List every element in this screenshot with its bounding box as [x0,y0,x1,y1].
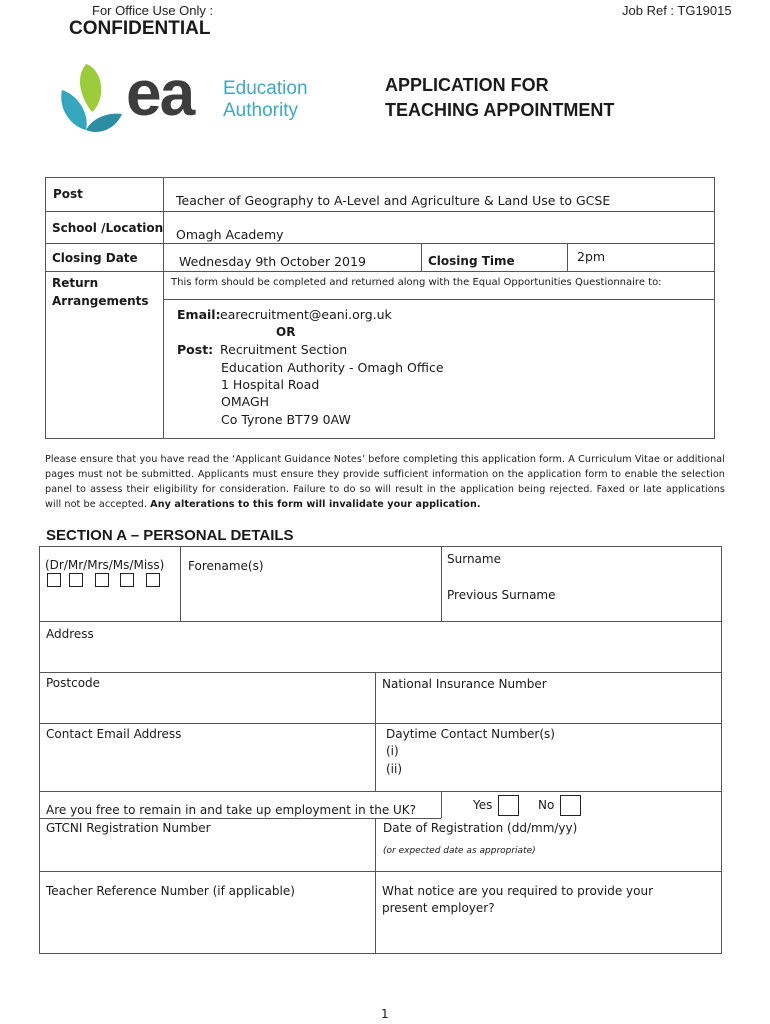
confidential-label: CONFIDENTIAL [69,18,211,39]
postcode-label: Postcode [46,676,101,690]
arrangements-label: Arrangements [52,294,149,308]
section-a-title: SECTION A – PERSONAL DETAILS [46,527,294,544]
forenames-label: Forename(s) [188,559,264,573]
closing-date-label: Closing Date [52,251,138,265]
registration-date-label: Date of Registration (dd/mm/yy) [383,821,578,835]
yes-label: Yes [473,798,493,812]
teacher-reference-label: Teacher Reference Number (if applicable) [46,884,295,898]
daytime-number-i: (i) [386,744,399,758]
title-checkbox-mrs[interactable] [95,573,109,587]
yes-checkbox[interactable] [498,795,519,816]
closing-time-label: Closing Time [428,254,515,268]
address-line-3: 1 Hospital Road [221,377,320,392]
closing-time-value: 2pm [577,249,606,264]
school-label: School /Location [52,221,164,235]
address-line-1: Recruitment Section [220,342,348,357]
title-checkbox-miss[interactable] [146,573,160,587]
notice-period-label-line-1: What notice are you required to provide your [382,884,654,898]
uk-employment-question: Are you free to remain in and take up employment in the UK? [46,803,417,817]
or-label: OR [276,325,296,339]
post-value: Teacher of Geography to A-Level and Agriculture & Land Use to GCSE [176,193,611,208]
ea-mark: ea [126,57,194,129]
logo-line-2: Authority [223,100,298,121]
guidance-notice [45,452,725,512]
title-checkbox-dr[interactable] [47,573,61,587]
post-address-label: Post: [177,342,214,357]
page-number: 1 [381,1007,389,1021]
contact-email-label: Contact Email Address [46,727,182,741]
registration-date-note: (or expected date as appropriate) [383,846,536,856]
return-note: This form should be completed and returned along with the Equal Opportunities Questionnaire to: [171,277,662,288]
no-label: No [538,798,555,812]
ea-leaf-icon [56,60,126,136]
ea-logo [56,57,336,136]
guidance-notice-bold: Any alterations to this form will invalidate your application. [150,499,481,510]
address-label: Address [46,627,94,641]
title-checkbox-ms[interactable] [120,573,134,587]
form-title-line-1: APPLICATION FOR [385,75,549,95]
school-value: Omagh Academy [176,227,284,242]
return-label: Return [52,276,99,290]
no-checkbox[interactable] [560,795,581,816]
ni-number-label: National Insurance Number [382,677,547,691]
guidance-notice-text: Please ensure that you have read the ‘Applicant Guidance Notes’ before completing this application form. A Curriculum Vitae or additional pages must not be submitted. Applicants must ensure they provide sufficient information on the application form to enable the selection panel to assess their eligibility for consideration. Failure to do so will result in the application being rejected. Faxed or late applications will not be accepted. [45,454,725,510]
daytime-number-ii: (ii) [386,762,403,776]
address-line-2: Education Authority - Omagh Office [221,360,444,375]
logo-line-1: Education [223,78,308,99]
gtcni-label: GTCNI Registration Number [46,821,211,835]
closing-date-value: Wednesday 9th October 2019 [179,254,366,269]
office-use-label: For Office Use Only : [92,3,214,18]
address-line-5: Co Tyrone BT79 0AW [221,412,351,427]
title-checkbox-mr[interactable] [69,573,83,587]
daytime-number-label: Daytime Contact Number(s) [386,727,555,741]
notice-period-label-line-2: present employer? [382,901,495,915]
job-ref: Job Ref : TG19015 [622,3,732,18]
post-label: Post [53,187,83,201]
title-options-label: (Dr/Mr/Mrs/Ms/Miss) [45,558,165,572]
previous-surname-label: Previous Surname [447,588,556,602]
address-line-4: OMAGH [221,394,270,409]
form-title-line-2: TEACHING APPOINTMENT [385,100,615,120]
surname-label: Surname [447,552,501,566]
email-label: Email: [177,307,221,322]
email-address: earecruitment@eani.org.uk [220,307,392,322]
